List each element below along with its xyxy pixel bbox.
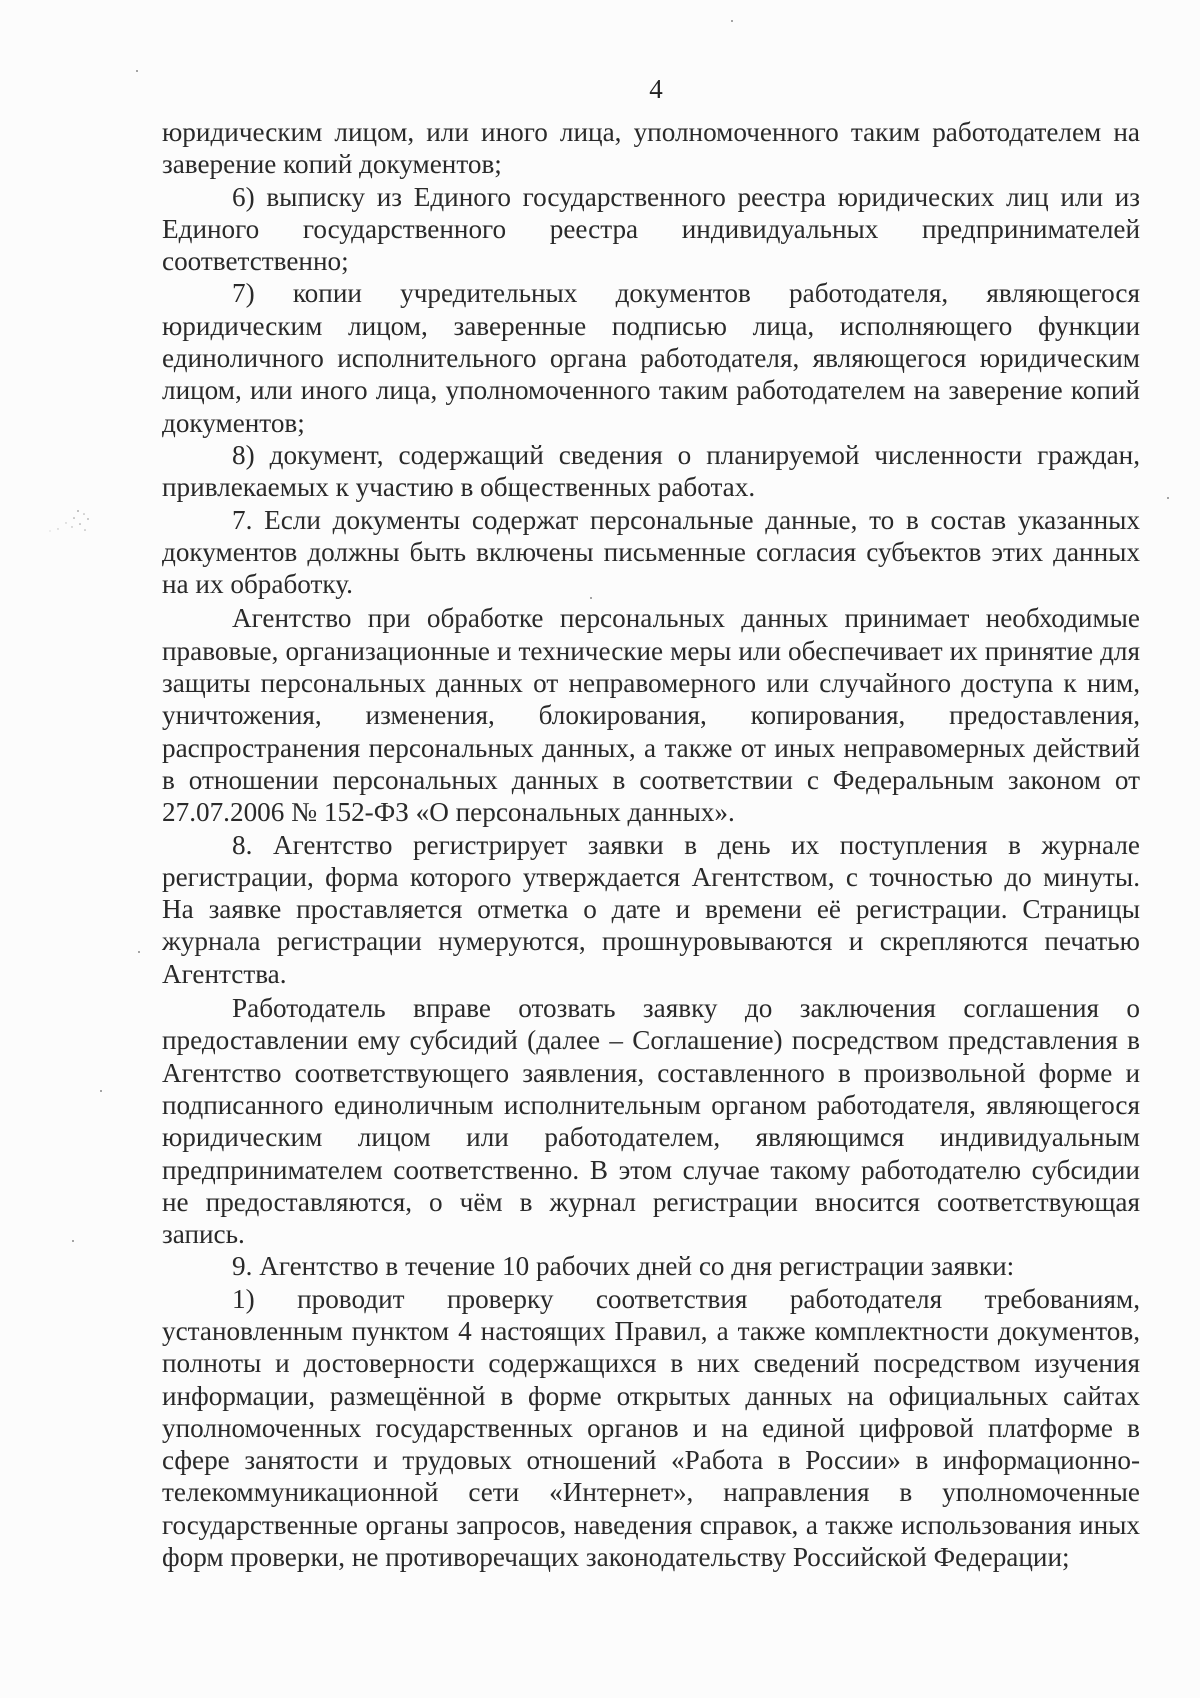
scan-speck bbox=[72, 1240, 74, 1242]
paragraph: 7. Если документы содержат персональные данные, то в состав указанных документов должны быть включены письменные согласия субъектов этих данных на их обработку. bbox=[162, 504, 1140, 600]
scan-speck bbox=[731, 20, 733, 22]
paragraph: 9. Агентство в течение 10 рабочих дней со дня регистрации заявки: bbox=[232, 1251, 1015, 1282]
scan-speck bbox=[590, 597, 592, 599]
scan-speck bbox=[100, 1090, 102, 1092]
paragraph: Работодатель вправе отозвать заявку до заключения соглашения о предоставлении ему субсидий (далее – Соглашение) посредством представления в Агентство соответствующего заявления, составленного в произвольной форме и подписанного единоличным исполнительным органом работодателя, являющегося юридическим лицом или работодателем, являющимся индивидуальным предпринимателем соответственно. В этом случае такому работодателю субсидии не предоставляются, о чём в журнал регистрации вносится соответствующая запись. bbox=[162, 993, 1140, 1250]
paragraph: 6) выписку из Единого государственного реестра юридических лиц или из Единого государственного реестра индивидуальных предпринимателей соответственно; bbox=[162, 181, 1140, 277]
scan-speck bbox=[1167, 497, 1169, 499]
page-number: 4 bbox=[649, 74, 663, 104]
paragraph: 7) копии учредительных документов работодателя, являющегося юридическим лицом, заверенные подписью лица, исполняющего функции единоличного исполнительного органа работодателя, являющегося юридическим лицом, или иного лица, уполномоченного таким работодателем на заверение копий документов; bbox=[162, 278, 1140, 438]
paragraph: 8) документ, содержащий сведения о планируемой численности граждан, привлекаемых к участию в общественных работах. bbox=[162, 439, 1140, 503]
paragraph: Агентство при обработке персональных данных принимает необходимые правовые, организационные и технические меры или обеспечивает их принятие для защиты персональных данных от неправомерного или случайного доступа к ним, уничтожения, изменения, блокирования, копирования, предоставления, распространения персональных данных, а также от иных неправомерных действий в отношении персональных данных в соответствии с Федеральным законом от 27.07.2006 № 152-ФЗ «О персональных данных». bbox=[162, 603, 1140, 828]
scan-noise-marks bbox=[44, 505, 104, 545]
paragraph: юридическим лицом, или иного лица, уполномоченного таким работодателем на заверение копий документов; bbox=[162, 117, 1140, 180]
document-body bbox=[162, 116, 1140, 1573]
paragraph: 8. Агентство регистрирует заявки в день их поступления в журнале регистрации, форма которого утверждается Агентством, с точностью до минуты. На заявке проставляется отметка о дате и времени её регистрации. Страницы журнала регистрации нумеруются, прошнуровываются и скрепляются печатью Агентства. bbox=[162, 829, 1140, 989]
paragraph: 1) проводит проверку соответствия работодателя требованиям, установленным пунктом 4 настоящих Правил, а также комплектности документов, полноты и достоверности содержащихся в них сведений посредством изучения информации, размещённой в форме открытых данных на официальных сайтах уполномоченных государственных органов и на единой цифровой платформе в сфере занятости и трудовых отношений «Работа в России» в информационно-телекоммуникационной сети «Интернет», направления в уполномоченные государственные органы запросов, наведения справок, а также использования иных форм проверки, не противоречащих законодательству Российской Федерации; bbox=[162, 1283, 1140, 1573]
scan-speck bbox=[136, 70, 138, 72]
scan-speck bbox=[138, 951, 140, 953]
